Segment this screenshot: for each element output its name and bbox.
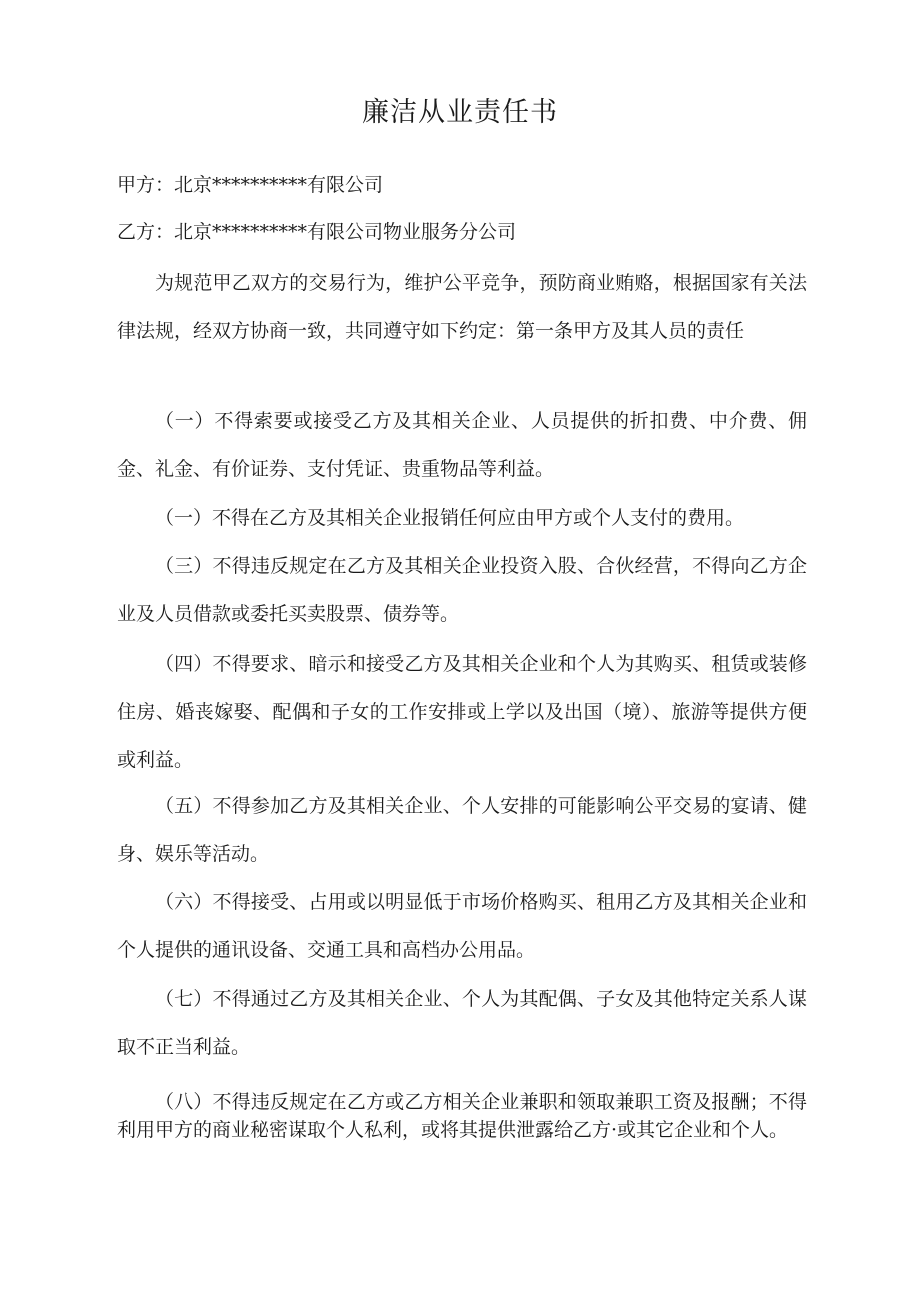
- clause-paragraph-3: （三）不得违反规定在乙方及其相关企业投资入股、合伙经营，不得向乙方企业及人员借款或委托买卖股票、债券等。: [117, 555, 807, 625]
- clause-paragraph-6: （六）不得接受、占用或以明显低于市场价格购买、租用乙方及其相关企业和个人提供的通讯设备、交通工具和高档办公用品。: [117, 891, 807, 961]
- preamble-paragraph: 为规范甲乙双方的交易行为，维护公平竞争，预防商业贿赂，根据国家有关法律法规，经双方协商一致，共同遵守如下约定：第一条甲方及其人员的责任: [117, 272, 807, 342]
- clause-paragraph-2: （一）不得在乙方及其相关企业报销任何应由甲方或个人支付的费用。: [155, 507, 745, 529]
- clause-paragraph-8: （八）不得违反规定在乙方或乙方相关企业兼职和领取兼职工资及报酬；不得利用甲方的商业秘密谋取个人私利，或将其提供泄露给乙方·或其它企业和个人。: [117, 1091, 807, 1141]
- document-title: 廉洁从业责任书: [362, 97, 558, 128]
- party-b-line: 乙方：北京**********有限公司物业服务分公司: [117, 221, 517, 243]
- clause-paragraph-7: （七）不得通过乙方及其相关企业、个人为其配偶、子女及其他特定关系人谋取不正当利益。: [117, 988, 807, 1058]
- clause-paragraph-5: （五）不得参加乙方及其相关企业、个人安排的可能影响公平交易的宴请、健身、娱乐等活动。: [117, 795, 807, 865]
- clause-paragraph-1: （一）不得索要或接受乙方及其相关企业、人员提供的折扣费、中介费、佣金、礼金、有价证券、支付凭证、贵重物品等利益。: [117, 410, 807, 480]
- clause-paragraph-4: （四）不得要求、暗示和接受乙方及其相关企业和个人为其购买、租赁或装修住房、婚丧嫁娶、配偶和子女的工作安排或上学以及出国（境）、旅游等提供方便或利益。: [117, 653, 807, 771]
- party-a-line: 甲方：北京**********有限公司: [117, 174, 384, 196]
